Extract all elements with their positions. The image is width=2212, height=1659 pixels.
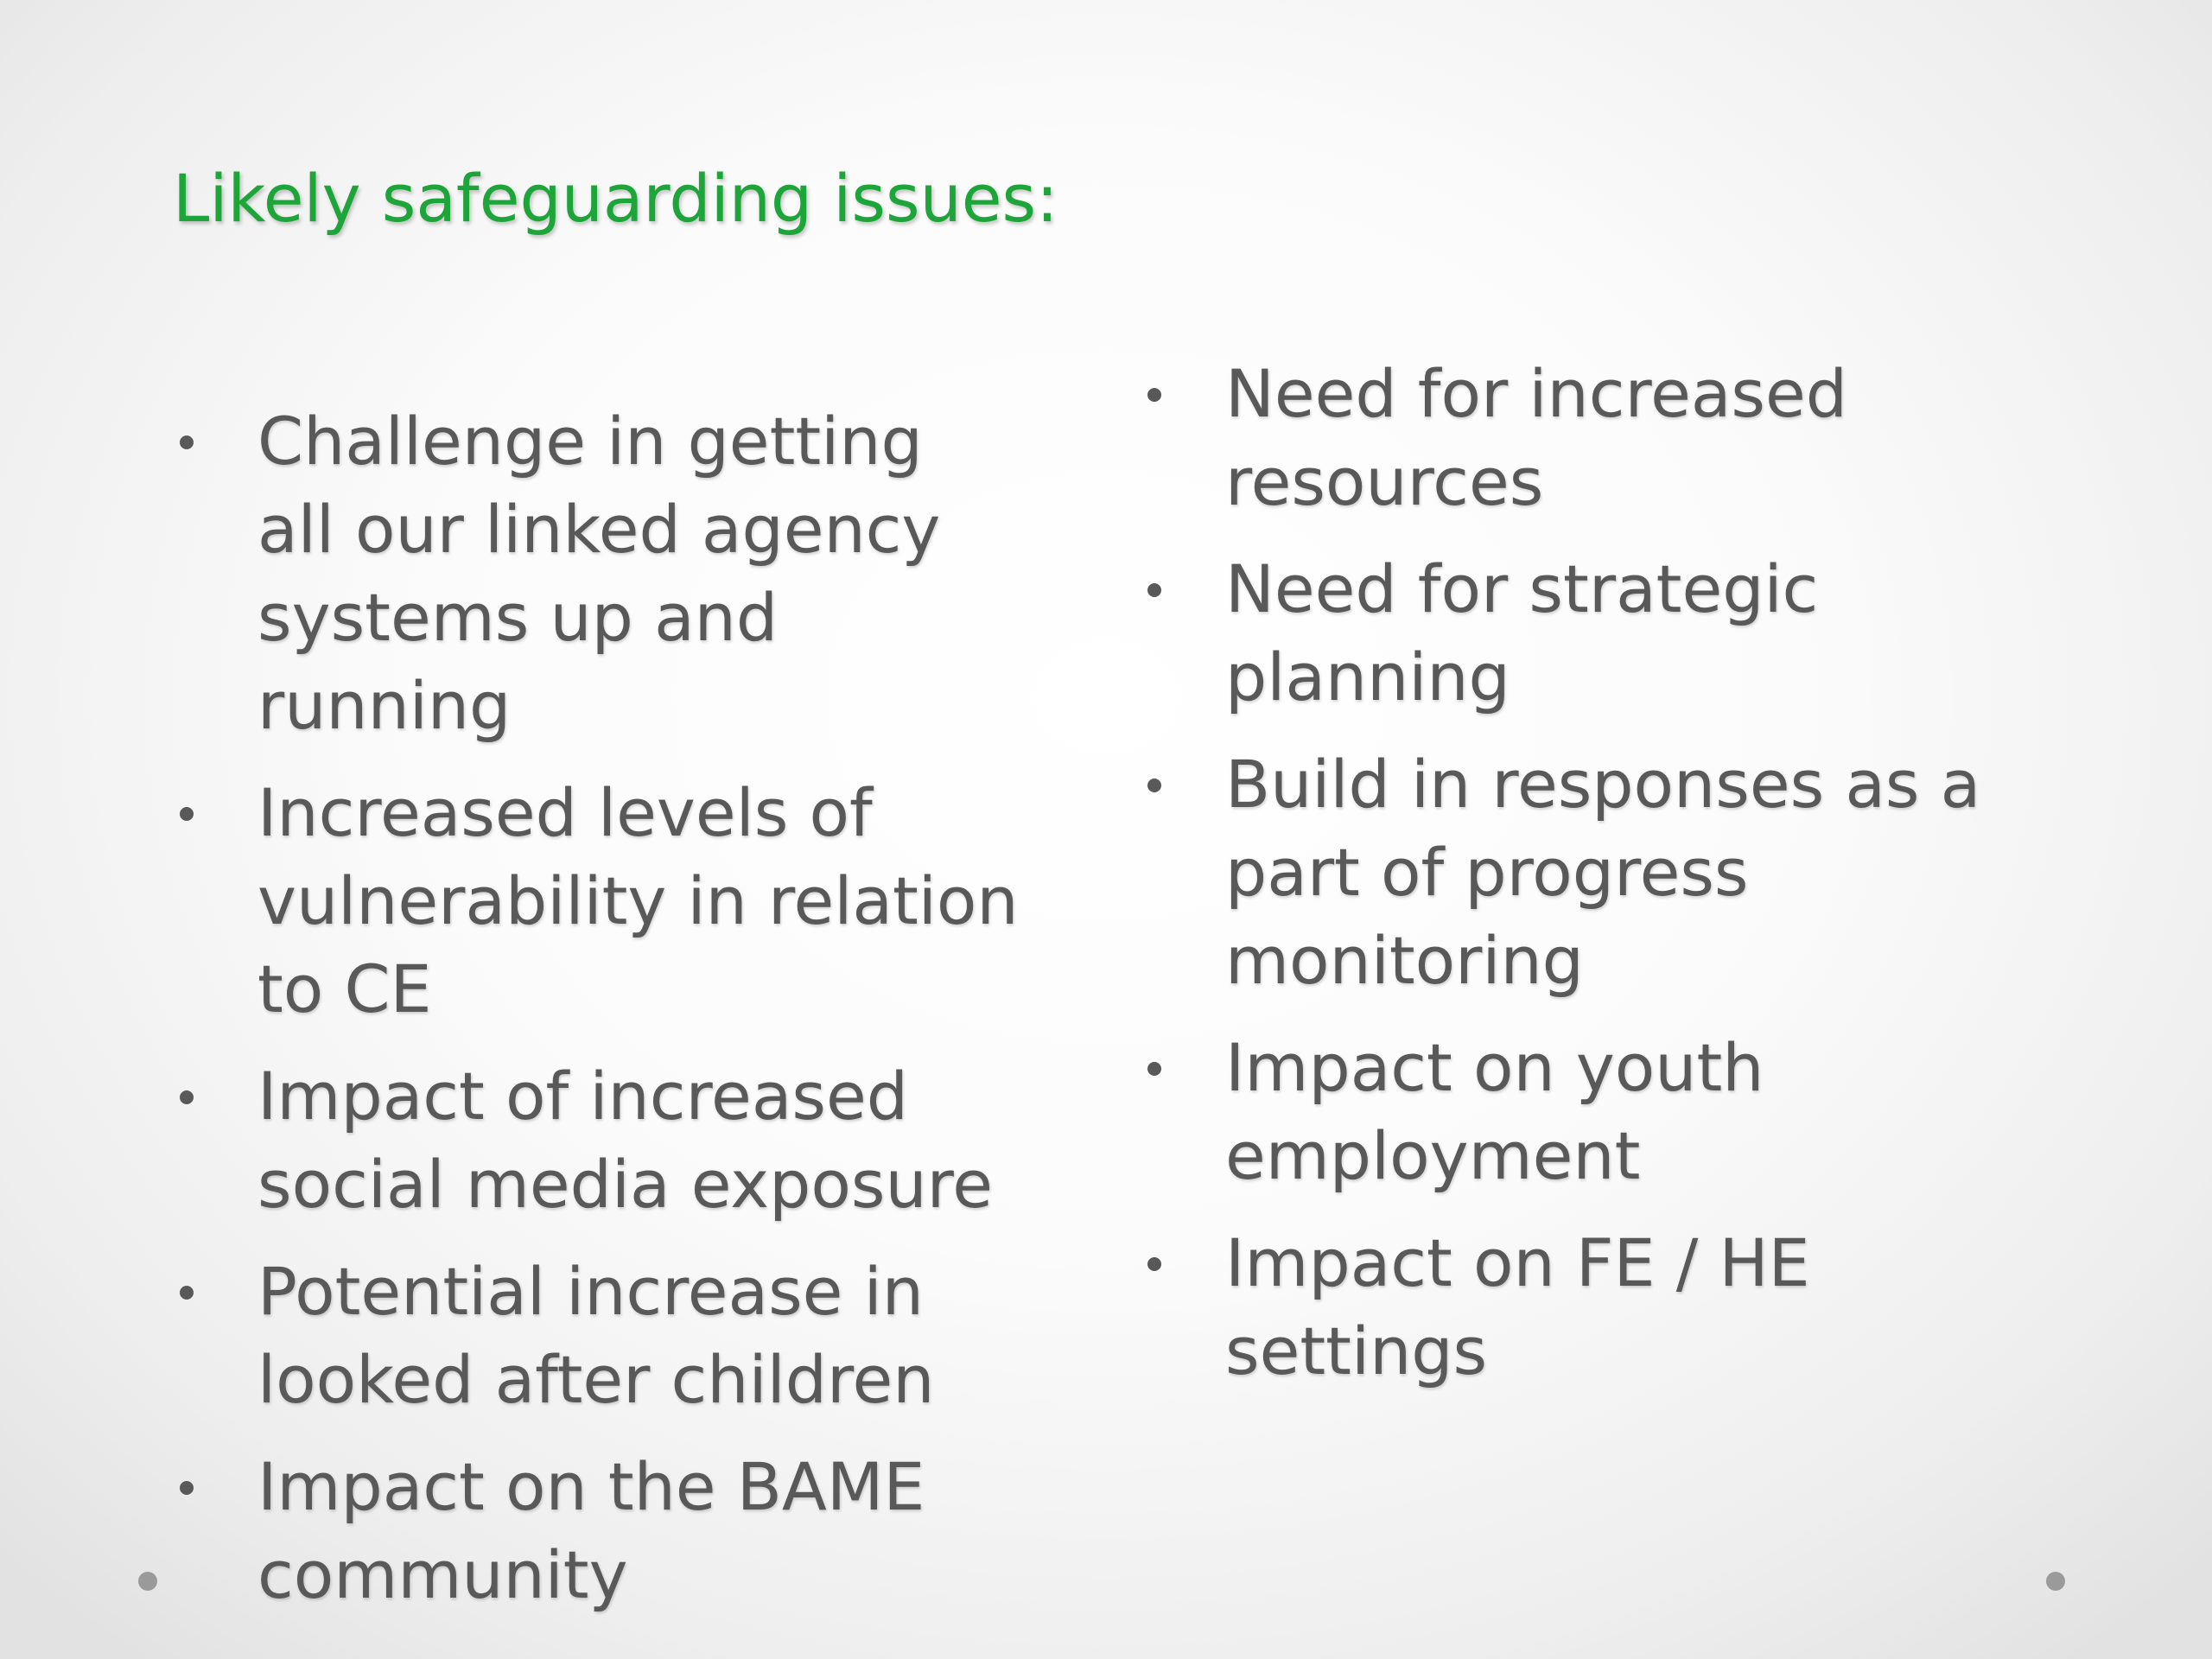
bullet-line: vulnerability in relation	[257, 862, 1019, 939]
left-bullet-list	[173, 397, 1089, 1638]
bullet-icon	[180, 807, 194, 821]
bullet-icon	[180, 1090, 194, 1104]
bullet-line: Impact of increased	[257, 1058, 908, 1135]
bullet-line: part of progress	[1225, 834, 1749, 911]
bullet-icon	[1147, 779, 1161, 792]
bullet-line: Increased levels of	[257, 774, 873, 851]
bullet-line: Impact on youth	[1225, 1029, 1764, 1106]
slide-title: Likely safeguarding issues:	[173, 160, 1058, 237]
bullet-line: planning	[1225, 639, 1510, 715]
bullet-item	[173, 1052, 1089, 1229]
bullet-line: employment	[1225, 1117, 1641, 1194]
bullet-icon	[180, 435, 194, 449]
bullet-item	[1141, 350, 2074, 526]
right-bullet-list	[1141, 350, 2074, 1414]
bullet-icon	[1147, 583, 1161, 597]
bullet-item	[1141, 1219, 2074, 1395]
bullet-line: looked after children	[257, 1341, 935, 1418]
bullet-item	[173, 769, 1089, 1033]
bullet-line: Challenge in getting	[257, 403, 923, 480]
bullet-item	[173, 1248, 1089, 1424]
bullet-icon	[1147, 1062, 1161, 1076]
bullet-icon	[180, 1286, 194, 1300]
bullet-icon	[1147, 1257, 1161, 1271]
bullet-line: Need for increased	[1225, 355, 1847, 432]
bullet-line: running	[257, 667, 512, 744]
bullet-line: Need for strategic	[1225, 550, 1819, 627]
bottom-left-dot-icon	[138, 1572, 157, 1591]
bullet-item	[1141, 1024, 2074, 1200]
bullet-line: to CE	[257, 950, 432, 1027]
bullet-line: Impact on the BAME	[257, 1448, 925, 1525]
bullet-line: resources	[1225, 443, 1544, 520]
bullet-line: Build in responses as a	[1225, 746, 1981, 823]
bullet-item	[1141, 545, 2074, 721]
bullet-line: community	[257, 1536, 628, 1613]
bottom-right-dot-icon	[2046, 1572, 2065, 1591]
bullet-line: settings	[1225, 1313, 1488, 1389]
bullet-item	[173, 397, 1089, 750]
bullet-line: systems up and	[257, 579, 779, 656]
bullet-line: all our linked agency	[257, 491, 941, 568]
bullet-icon	[180, 1481, 194, 1495]
bullet-line: social media exposure	[257, 1146, 993, 1223]
bullet-icon	[1147, 388, 1161, 402]
bullet-line: Impact on FE / HE	[1225, 1224, 1810, 1301]
bullet-item	[1141, 741, 2074, 1005]
bullet-line: Potential increase in	[257, 1253, 924, 1330]
bullet-item	[173, 1443, 1089, 1619]
bullet-line: monitoring	[1225, 922, 1584, 999]
